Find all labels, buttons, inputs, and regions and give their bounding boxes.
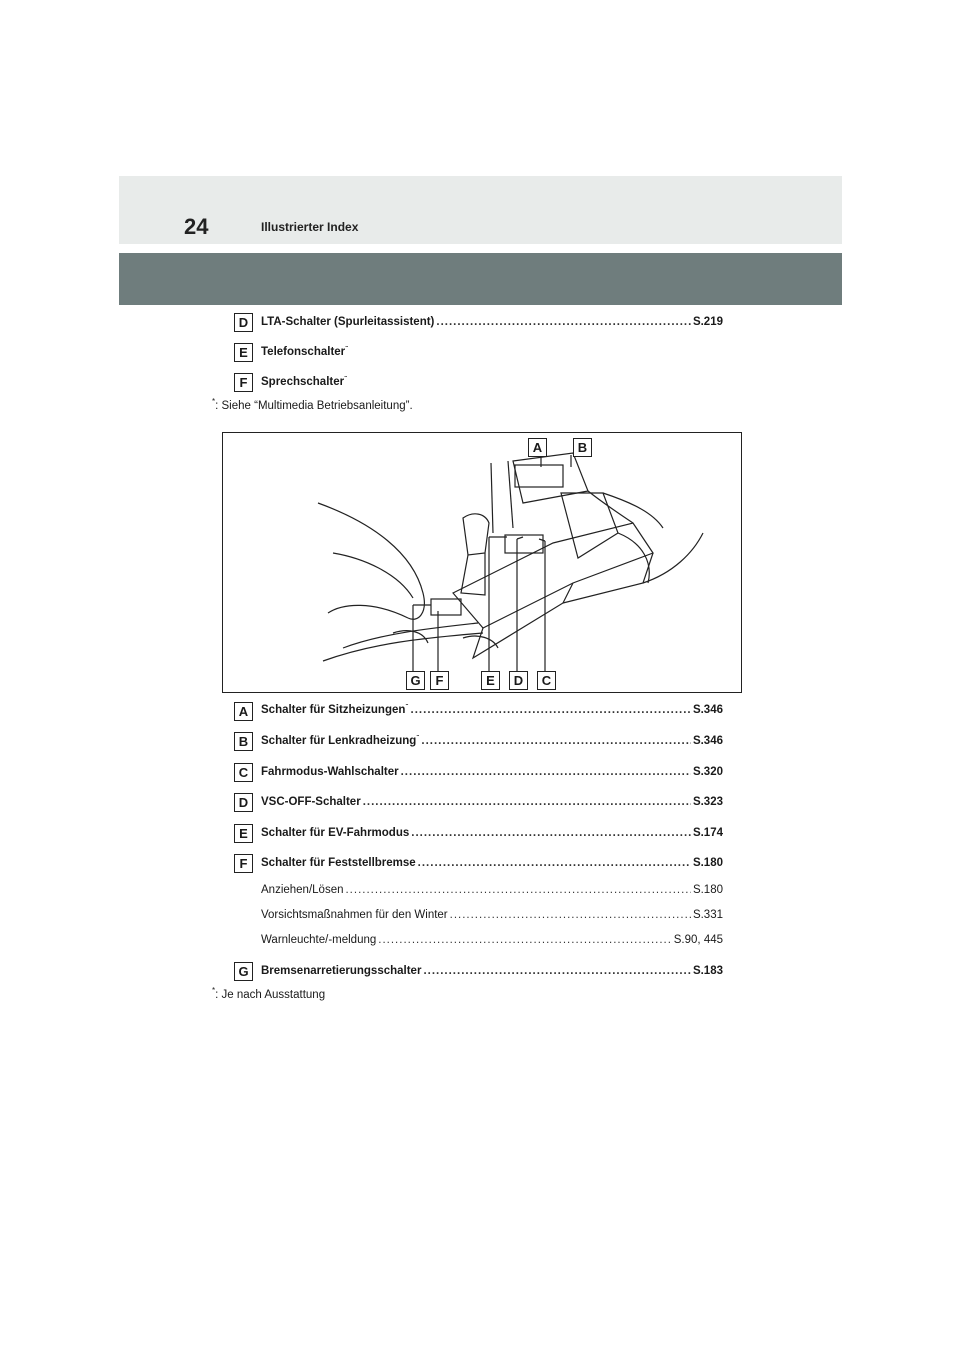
letter-box-e2: E [234,824,253,843]
letter-box-d: D [234,313,253,332]
entry-label: Schalter für EV-Fahrmodus [261,827,410,839]
entry-page[interactable]: S.323 [692,796,723,808]
sub-entry-winter[interactable] [261,909,723,921]
sub-entry-anziehen[interactable] [261,884,723,896]
entry-label: VSC-OFF-Schalter [261,796,361,808]
entry-label: Vorsichtsmaßnahmen für den Winter [261,909,448,921]
index-entry-feststellbremse[interactable] [261,857,723,869]
entry-label: Telefonschalter* [261,346,349,358]
letter-box-b: B [234,732,253,751]
console-drawing [223,433,741,692]
letter-box-d2: D [234,793,253,812]
leader-dots [418,857,691,869]
section-title: Illustrierter Index [261,220,359,234]
entry-page[interactable]: S.180 [692,857,723,869]
entry-label: Sprechschalter* [261,376,348,388]
callout-e: E [481,671,500,690]
entry-page[interactable]: S.219 [692,316,723,328]
entry-label: Schalter für Lenkradheizung* [261,735,420,747]
callout-a: A [528,438,547,457]
letter-box-a: A [234,702,253,721]
entry-page[interactable]: S.320 [692,766,723,778]
header-bar [119,253,842,305]
entry-page[interactable]: S.90, 445 [673,934,723,946]
letter-box-c: C [234,763,253,782]
index-entry-ev-fahrmodus[interactable] [261,827,723,839]
footnote-multimedia: *: Siehe “Multimedia Betriebsanleitung”. [212,397,413,412]
entry-label: LTA-Schalter (Spurleitassistent) [261,316,435,328]
leader-dots [345,884,690,896]
index-entry-fahrmodus[interactable] [261,766,723,778]
entry-label: Bremsenarretierungsschalter [261,965,422,977]
callout-d: D [509,671,528,690]
entry-label: Fahrmodus-Wahlschalter [261,766,399,778]
page-number: 24 [184,214,209,239]
leader-dots [411,827,691,839]
index-entry-bremsenarretierung[interactable] [261,965,723,977]
index-entry-sprech [261,376,723,388]
leader-dots [450,909,691,921]
leader-dots [423,965,691,977]
letter-box-e: E [234,343,253,362]
leader-dots [378,934,671,946]
entry-page[interactable]: S.331 [692,909,723,921]
leader-dots [421,735,691,747]
entry-page[interactable]: S.346 [692,704,723,716]
leader-dots [411,704,691,716]
console-illustration [222,432,742,693]
letter-box-f: F [234,373,253,392]
header-band [119,176,842,244]
index-entry-sitzheizung[interactable] [261,704,723,716]
footnote-ausstattung: *: Je nach Ausstattung [212,986,326,1001]
index-entry-telefon [261,346,723,358]
entry-page[interactable]: S.183 [692,965,723,977]
entry-label: Schalter für Feststellbremse [261,857,416,869]
leader-dots [401,766,691,778]
letter-box-g: G [234,962,253,981]
index-entry-lta[interactable] [261,316,723,328]
sub-entry-warnleuchte[interactable] [261,934,723,946]
callout-b: B [573,438,592,457]
callout-f: F [430,671,449,690]
entry-label: Anziehen/Lösen [261,884,344,896]
entry-page[interactable]: S.174 [692,827,723,839]
callout-g: G [406,671,425,690]
leader-dots [363,796,691,808]
entry-label: Schalter für Sitzheizungen* [261,704,409,716]
index-entry-vsc-off[interactable] [261,796,723,808]
index-entry-lenkradheizung[interactable] [261,735,723,747]
callout-c: C [537,671,556,690]
letter-box-f2: F [234,854,253,873]
leader-dots [436,316,691,328]
entry-page[interactable]: S.180 [692,884,723,896]
entry-page[interactable]: S.346 [692,735,723,747]
entry-label: Warnleuchte/-meldung [261,934,377,946]
